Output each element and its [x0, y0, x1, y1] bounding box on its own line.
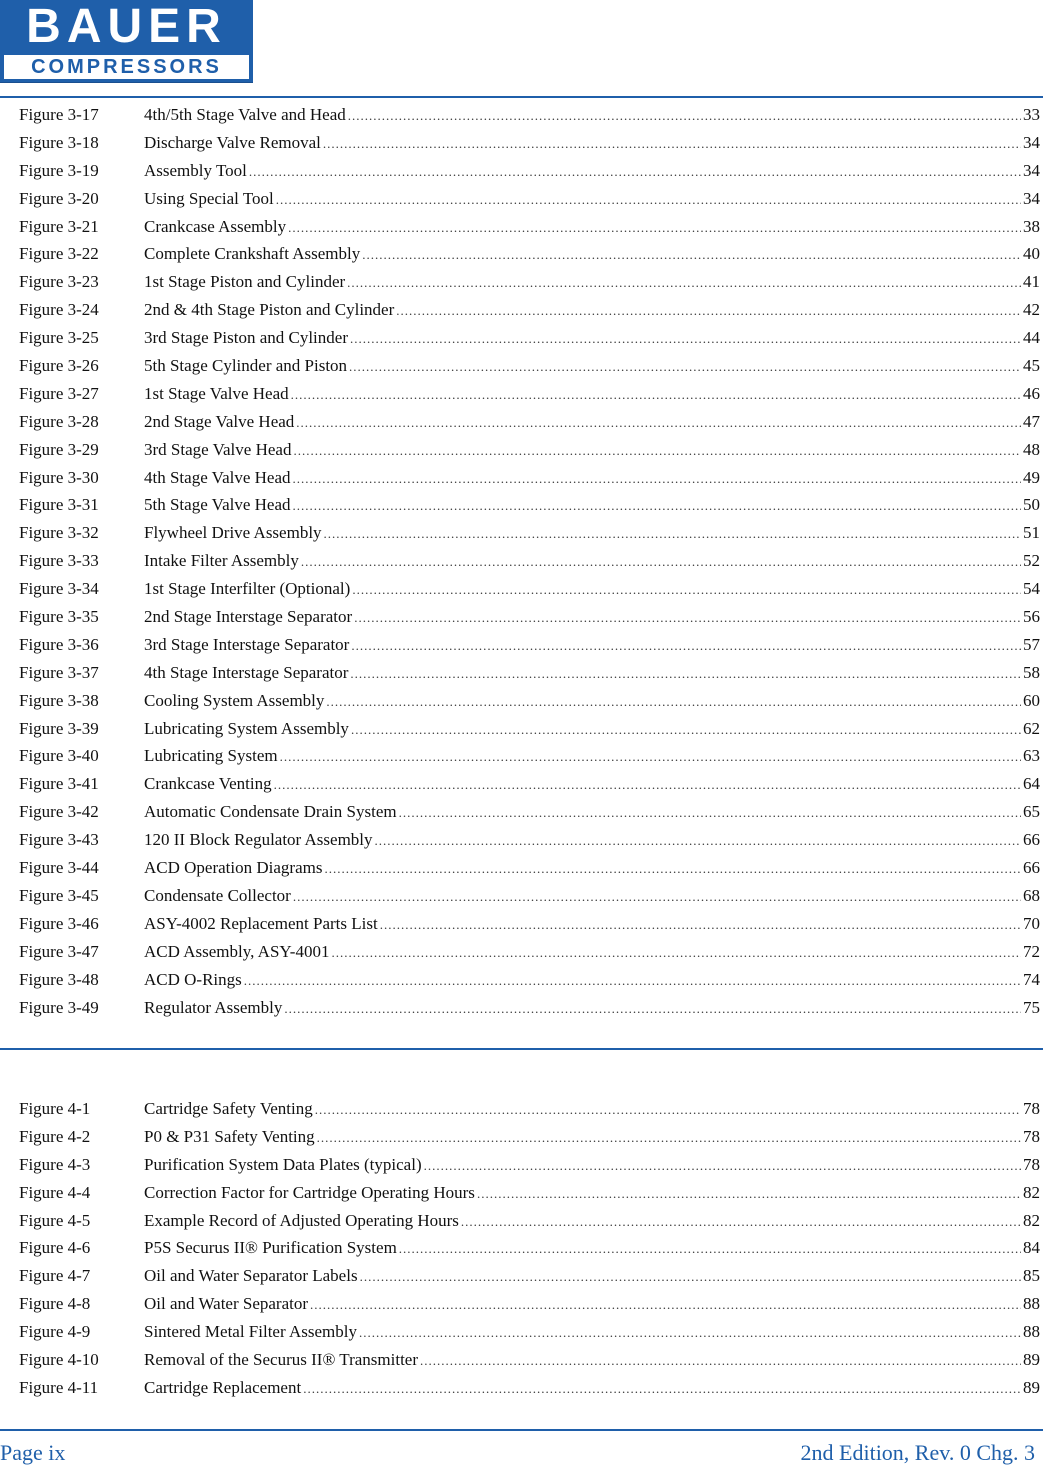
- page-reference: 70: [1023, 913, 1040, 933]
- dot-leader: [348, 102, 1021, 130]
- page-reference: 89: [1023, 1350, 1040, 1370]
- entry-leader-line: [144, 854, 1040, 883]
- dot-leader: [293, 465, 1021, 493]
- toc-entry[interactable]: [0, 324, 1043, 352]
- page-reference: 52: [1023, 551, 1040, 571]
- dot-leader: [350, 660, 1021, 688]
- page-reference: 34: [1023, 188, 1040, 208]
- dot-leader: [293, 883, 1021, 911]
- page-reference: 44: [1023, 328, 1040, 348]
- figure-number: Figure 4-2: [19, 1126, 91, 1146]
- entry-leader-line: [144, 464, 1040, 493]
- entry-leader-line: [144, 826, 1040, 855]
- page-reference: 49: [1023, 467, 1040, 487]
- figure-number: Figure 3-27: [19, 383, 99, 403]
- page-number: Page ix: [0, 1440, 66, 1465]
- dot-leader: [288, 214, 1021, 242]
- dot-leader: [326, 688, 1021, 716]
- figure-title: Regulator Assembly: [144, 997, 283, 1017]
- dot-leader: [293, 437, 1021, 465]
- toc-entry[interactable]: [0, 826, 1043, 854]
- page-reference: 68: [1023, 885, 1040, 905]
- figure-title: Flywheel Drive Assembly: [144, 523, 322, 543]
- toc-entry[interactable]: [0, 715, 1043, 743]
- logo-name: BAUER: [26, 0, 227, 53]
- figure-number: Figure 4-3: [19, 1154, 91, 1174]
- toc-entry[interactable]: [0, 742, 1043, 770]
- figure-number: Figure 3-46: [19, 913, 99, 933]
- toc-entry[interactable]: [0, 1123, 1043, 1151]
- dot-leader: [323, 130, 1021, 158]
- page-reference: 82: [1023, 1210, 1040, 1230]
- figure-title: 3rd Stage Interstage Separator: [144, 634, 350, 654]
- figure-title: 4th Stage Valve Head: [144, 467, 291, 487]
- entry-leader-line: [144, 1234, 1040, 1263]
- page-reference: 78: [1023, 1099, 1040, 1118]
- toc-entry[interactable]: [0, 185, 1043, 213]
- figure-title: 3rd Stage Piston and Cylinder: [144, 328, 348, 348]
- entry-leader-line: [144, 882, 1040, 911]
- toc-entry[interactable]: [0, 1207, 1043, 1235]
- toc-entry[interactable]: [0, 994, 1043, 1022]
- page-reference: 50: [1023, 495, 1040, 515]
- dot-leader: [315, 1096, 1021, 1124]
- figure-title: Automatic Condensate Drain System: [144, 802, 397, 822]
- figure-number: Figure 3-26: [19, 356, 99, 376]
- dot-leader: [359, 1319, 1021, 1347]
- page-reference: 89: [1023, 1377, 1040, 1397]
- dot-leader: [284, 995, 1021, 1023]
- figure-title: 1st Stage Interfilter (Optional): [144, 579, 351, 599]
- toc-entry[interactable]: [0, 129, 1043, 157]
- page-reference: 60: [1023, 690, 1040, 710]
- toc-entry[interactable]: [0, 854, 1043, 882]
- dot-leader: [424, 1152, 1021, 1180]
- page-reference: 46: [1023, 383, 1040, 403]
- edition-label: 2nd Edition, Rev. 0 Chg. 3: [800, 1440, 1035, 1465]
- entry-leader-line: [144, 129, 1040, 158]
- figure-number: Figure 3-48: [19, 969, 99, 989]
- figure-title: 1st Stage Piston and Cylinder: [144, 272, 346, 292]
- figure-title: 120 II Block Regulator Assembly: [144, 830, 373, 850]
- page-reference: 34: [1023, 160, 1040, 180]
- entry-leader-line: [144, 1207, 1040, 1236]
- figure-number: Figure 3-44: [19, 858, 99, 878]
- figure-number: Figure 3-30: [19, 467, 99, 487]
- toc-entry[interactable]: [0, 659, 1043, 687]
- toc-entry[interactable]: [0, 938, 1043, 966]
- toc-entry[interactable]: [0, 631, 1043, 659]
- figure-number: Figure 3-39: [19, 718, 99, 738]
- figure-title: Crankcase Assembly: [144, 216, 287, 236]
- toc-entry[interactable]: [0, 770, 1043, 798]
- entry-leader-line: [144, 296, 1040, 325]
- entry-leader-line: [144, 1151, 1040, 1180]
- toc-entry[interactable]: [0, 491, 1043, 519]
- dot-leader: [420, 1347, 1021, 1375]
- toc-entry[interactable]: [0, 1374, 1043, 1402]
- figure-number: Figure 3-37: [19, 662, 99, 682]
- dot-leader: [324, 520, 1021, 548]
- page-reference: 63: [1023, 746, 1040, 766]
- figure-number: Figure 4-10: [19, 1350, 99, 1370]
- toc-entry[interactable]: [0, 882, 1043, 910]
- figure-number: Figure 3-33: [19, 551, 99, 571]
- logo-subtitle: COMPRESSORS: [31, 56, 222, 78]
- dot-leader: [293, 492, 1021, 520]
- figure-title: ACD Operation Diagrams: [144, 858, 323, 878]
- entry-leader-line: [144, 1262, 1040, 1291]
- entry-leader-line: [144, 408, 1040, 437]
- entry-leader-line: [144, 687, 1040, 716]
- figure-list-section-4: [0, 1095, 1043, 1402]
- entry-leader-line: [144, 352, 1040, 381]
- dot-leader: [347, 269, 1021, 297]
- dot-leader: [362, 241, 1021, 269]
- figure-title: P5S Securus II® Purification System: [144, 1238, 397, 1258]
- figure-title: Sintered Metal Filter Assembly: [144, 1322, 357, 1342]
- figure-number: Figure 3-23: [19, 272, 99, 292]
- dot-leader: [244, 967, 1021, 995]
- entry-leader-line: [144, 742, 1040, 771]
- page-reference: 42: [1023, 300, 1040, 320]
- figure-title: Intake Filter Assembly: [144, 551, 299, 571]
- entry-leader-line: [144, 1095, 1040, 1124]
- toc-entry[interactable]: [0, 1095, 1043, 1123]
- entry-leader-line: [144, 994, 1040, 1023]
- figure-number: Figure 3-43: [19, 830, 99, 850]
- figure-number: Figure 4-1: [19, 1099, 91, 1118]
- page-reference: 33: [1023, 105, 1040, 124]
- entry-leader-line: [144, 603, 1040, 632]
- page-reference: 88: [1023, 1294, 1040, 1314]
- figure-number: Figure 4-11: [19, 1377, 99, 1397]
- entry-leader-line: [144, 380, 1040, 409]
- entry-leader-line: [144, 101, 1040, 130]
- page-reference: 64: [1023, 774, 1040, 794]
- entry-leader-line: [144, 770, 1040, 799]
- entry-leader-line: [144, 547, 1040, 576]
- dot-leader: [360, 1263, 1021, 1291]
- entry-leader-line: [144, 324, 1040, 353]
- figure-number: Figure 3-47: [19, 941, 99, 961]
- dot-leader: [274, 771, 1021, 799]
- entry-leader-line: [144, 1123, 1040, 1152]
- figure-title: Oil and Water Separator Labels: [144, 1266, 358, 1286]
- entry-leader-line: [144, 491, 1040, 520]
- figure-number: Figure 4-4: [19, 1182, 91, 1202]
- footer-rule: [0, 1429, 1043, 1431]
- figure-title: Discharge Valve Removal: [144, 132, 321, 152]
- toc-entry[interactable]: [0, 966, 1043, 994]
- dot-leader: [354, 604, 1021, 632]
- page-reference: 84: [1023, 1238, 1040, 1258]
- page-reference: 58: [1023, 662, 1040, 682]
- figure-title: Correction Factor for Cartridge Operating Hours: [144, 1182, 475, 1202]
- dot-leader: [317, 1124, 1021, 1152]
- figure-title: 2nd & 4th Stage Piston and Cylinder: [144, 300, 395, 320]
- figure-title: 2nd Stage Interstage Separator: [144, 607, 353, 627]
- figure-number: Figure 3-32: [19, 523, 99, 543]
- entry-leader-line: [144, 798, 1040, 827]
- dot-leader: [301, 548, 1021, 576]
- dot-leader: [375, 827, 1021, 855]
- dot-leader: [324, 855, 1021, 883]
- figure-number: Figure 4-7: [19, 1266, 91, 1286]
- dot-leader: [349, 353, 1021, 381]
- dot-leader: [331, 939, 1021, 967]
- toc-entry[interactable]: [0, 296, 1043, 324]
- toc-entry[interactable]: [0, 1234, 1043, 1262]
- toc-entry[interactable]: [0, 798, 1043, 826]
- page-reference: 45: [1023, 356, 1040, 376]
- figure-title: Assembly Tool: [144, 160, 247, 180]
- entry-leader-line: [144, 157, 1040, 186]
- figure-number: Figure 3-22: [19, 244, 99, 264]
- toc-entry[interactable]: [0, 464, 1043, 492]
- entry-leader-line: [144, 631, 1040, 660]
- figure-number: Figure 3-25: [19, 328, 99, 348]
- entry-leader-line: [144, 715, 1040, 744]
- dot-leader: [296, 409, 1021, 437]
- figure-number: Figure 3-36: [19, 634, 99, 654]
- page-reference: 85: [1023, 1266, 1040, 1286]
- figure-number: Figure 3-35: [19, 607, 99, 627]
- figure-number: Figure 3-24: [19, 300, 99, 320]
- figure-number: Figure 3-18: [19, 132, 99, 152]
- figure-title: 3rd Stage Valve Head: [144, 439, 292, 459]
- figure-number: Figure 3-34: [19, 579, 99, 599]
- figure-number: Figure 4-6: [19, 1238, 91, 1258]
- figure-number: Figure 3-38: [19, 690, 99, 710]
- figure-title: 1st Stage Valve Head: [144, 383, 289, 403]
- page-reference: 66: [1023, 858, 1040, 878]
- dot-leader: [396, 297, 1021, 325]
- page-reference: 66: [1023, 830, 1040, 850]
- figure-number: Figure 3-49: [19, 997, 99, 1017]
- entry-leader-line: [144, 1290, 1040, 1319]
- entry-leader-line: [144, 185, 1040, 214]
- toc-entry[interactable]: [0, 240, 1043, 268]
- dot-leader: [280, 743, 1021, 771]
- page-reference: 48: [1023, 439, 1040, 459]
- entry-leader-line: [144, 240, 1040, 269]
- figure-title: Example Record of Adjusted Operating Hours: [144, 1210, 459, 1230]
- figure-number: Figure 3-41: [19, 774, 99, 794]
- toc-entry[interactable]: [0, 519, 1043, 547]
- toc-entry[interactable]: [0, 1262, 1043, 1290]
- figure-number: Figure 4-8: [19, 1294, 91, 1314]
- toc-entry[interactable]: [0, 408, 1043, 436]
- entry-leader-line: [144, 519, 1040, 548]
- page-reference: 78: [1023, 1126, 1040, 1146]
- page-reference: 65: [1023, 802, 1040, 822]
- entry-leader-line: [144, 966, 1040, 995]
- figure-title: Complete Crankshaft Assembly: [144, 244, 361, 264]
- figure-title: 5th Stage Valve Head: [144, 495, 291, 515]
- figure-title: Oil and Water Separator: [144, 1294, 309, 1314]
- page-reference: 34: [1023, 132, 1040, 152]
- entry-leader-line: [144, 938, 1040, 967]
- figure-number: Figure 3-31: [19, 495, 99, 515]
- toc-entry[interactable]: [0, 1318, 1043, 1346]
- figure-title: Lubricating System Assembly: [144, 718, 349, 738]
- dot-leader: [276, 186, 1021, 214]
- page-reference: 47: [1023, 411, 1040, 431]
- page-reference: 62: [1023, 718, 1040, 738]
- figure-title: Lubricating System: [144, 746, 278, 766]
- figure-number: Figure 3-20: [19, 188, 99, 208]
- dot-leader: [350, 325, 1021, 353]
- figure-title: ACD Assembly, ASY-4001: [144, 941, 330, 961]
- figure-number: Figure 3-19: [19, 160, 99, 180]
- figure-title: 4th Stage Interstage Separator: [144, 662, 349, 682]
- dot-leader: [380, 911, 1021, 939]
- page-reference: 41: [1023, 272, 1040, 292]
- figure-number: Figure 3-29: [19, 439, 99, 459]
- entry-leader-line: [144, 1374, 1040, 1403]
- dot-leader: [291, 381, 1021, 409]
- figure-title: 4th/5th Stage Valve and Head: [144, 105, 346, 124]
- dot-leader: [477, 1180, 1021, 1208]
- toc-entry[interactable]: [0, 1346, 1043, 1374]
- figure-title: 2nd Stage Valve Head: [144, 411, 295, 431]
- figure-number: Figure 4-9: [19, 1322, 91, 1342]
- figure-title: Cooling System Assembly: [144, 690, 325, 710]
- figure-title: Condensate Collector: [144, 885, 291, 905]
- top-rule: [0, 96, 1043, 98]
- dot-leader: [352, 576, 1021, 604]
- figure-number: Figure 3-28: [19, 411, 99, 431]
- bauer-compressors-logo: [0, 0, 253, 83]
- toc-entry[interactable]: [0, 1290, 1043, 1318]
- page-reference: 51: [1023, 523, 1040, 543]
- toc-entry[interactable]: [0, 1179, 1043, 1207]
- toc-entry[interactable]: [0, 603, 1043, 631]
- entry-leader-line: [144, 1179, 1040, 1208]
- toc-entry[interactable]: [0, 1151, 1043, 1179]
- page-reference: 75: [1023, 997, 1040, 1017]
- toc-entry[interactable]: [0, 101, 1043, 129]
- figure-number: Figure 3-45: [19, 885, 99, 905]
- figure-number: Figure 3-21: [19, 216, 99, 236]
- figure-title: Crankcase Venting: [144, 774, 272, 794]
- figure-title: Cartridge Safety Venting: [144, 1099, 313, 1118]
- page-reference: 57: [1023, 634, 1040, 654]
- logo-band: [4, 55, 249, 79]
- entry-leader-line: [144, 436, 1040, 465]
- dot-leader: [303, 1375, 1021, 1403]
- toc-entry[interactable]: [0, 213, 1043, 241]
- entry-leader-line: [144, 1318, 1040, 1347]
- toc-entry[interactable]: [0, 575, 1043, 603]
- page-reference: 74: [1023, 969, 1040, 989]
- page-reference: 54: [1023, 579, 1040, 599]
- page-reference: 40: [1023, 244, 1040, 264]
- entry-leader-line: [144, 1346, 1040, 1375]
- section-divider: [0, 1048, 1043, 1050]
- toc-entry[interactable]: [0, 157, 1043, 185]
- page-reference: 78: [1023, 1154, 1040, 1174]
- dot-leader: [351, 716, 1021, 744]
- entry-leader-line: [144, 213, 1040, 242]
- toc-entry[interactable]: [0, 268, 1043, 296]
- dot-leader: [461, 1208, 1021, 1236]
- figure-list-section-3: [0, 101, 1043, 1021]
- entry-leader-line: [144, 910, 1040, 939]
- figure-number: Figure 3-17: [19, 105, 99, 124]
- figure-title: Removal of the Securus II® Transmitter: [144, 1350, 419, 1370]
- toc-entry[interactable]: [0, 910, 1043, 938]
- figure-title: Purification System Data Plates (typical): [144, 1154, 422, 1174]
- page-reference: 88: [1023, 1322, 1040, 1342]
- toc-entry[interactable]: [0, 687, 1043, 715]
- page-reference: 82: [1023, 1182, 1040, 1202]
- figure-title: P0 & P31 Safety Venting: [144, 1126, 315, 1146]
- toc-entry[interactable]: [0, 547, 1043, 575]
- entry-leader-line: [144, 659, 1040, 688]
- figure-title: Using Special Tool: [144, 188, 274, 208]
- toc-entry[interactable]: [0, 352, 1043, 380]
- figure-title: ACD O-Rings: [144, 969, 242, 989]
- page-reference: 56: [1023, 607, 1040, 627]
- entry-leader-line: [144, 575, 1040, 604]
- figure-number: Figure 3-42: [19, 802, 99, 822]
- dot-leader: [249, 158, 1021, 186]
- dot-leader: [351, 632, 1021, 660]
- figure-title: 5th Stage Cylinder and Piston: [144, 356, 348, 376]
- dot-leader: [399, 799, 1021, 827]
- page-reference: 38: [1023, 216, 1040, 236]
- figure-title: Cartridge Replacement: [144, 1377, 302, 1397]
- toc-entry[interactable]: [0, 380, 1043, 408]
- entry-leader-line: [144, 268, 1040, 297]
- figure-title: ASY-4002 Replacement Parts List: [144, 913, 378, 933]
- toc-entry[interactable]: [0, 436, 1043, 464]
- figure-number: Figure 3-40: [19, 746, 99, 766]
- page-reference: 72: [1023, 941, 1040, 961]
- figure-number: Figure 4-5: [19, 1210, 91, 1230]
- dot-leader: [399, 1235, 1021, 1263]
- dot-leader: [310, 1291, 1021, 1319]
